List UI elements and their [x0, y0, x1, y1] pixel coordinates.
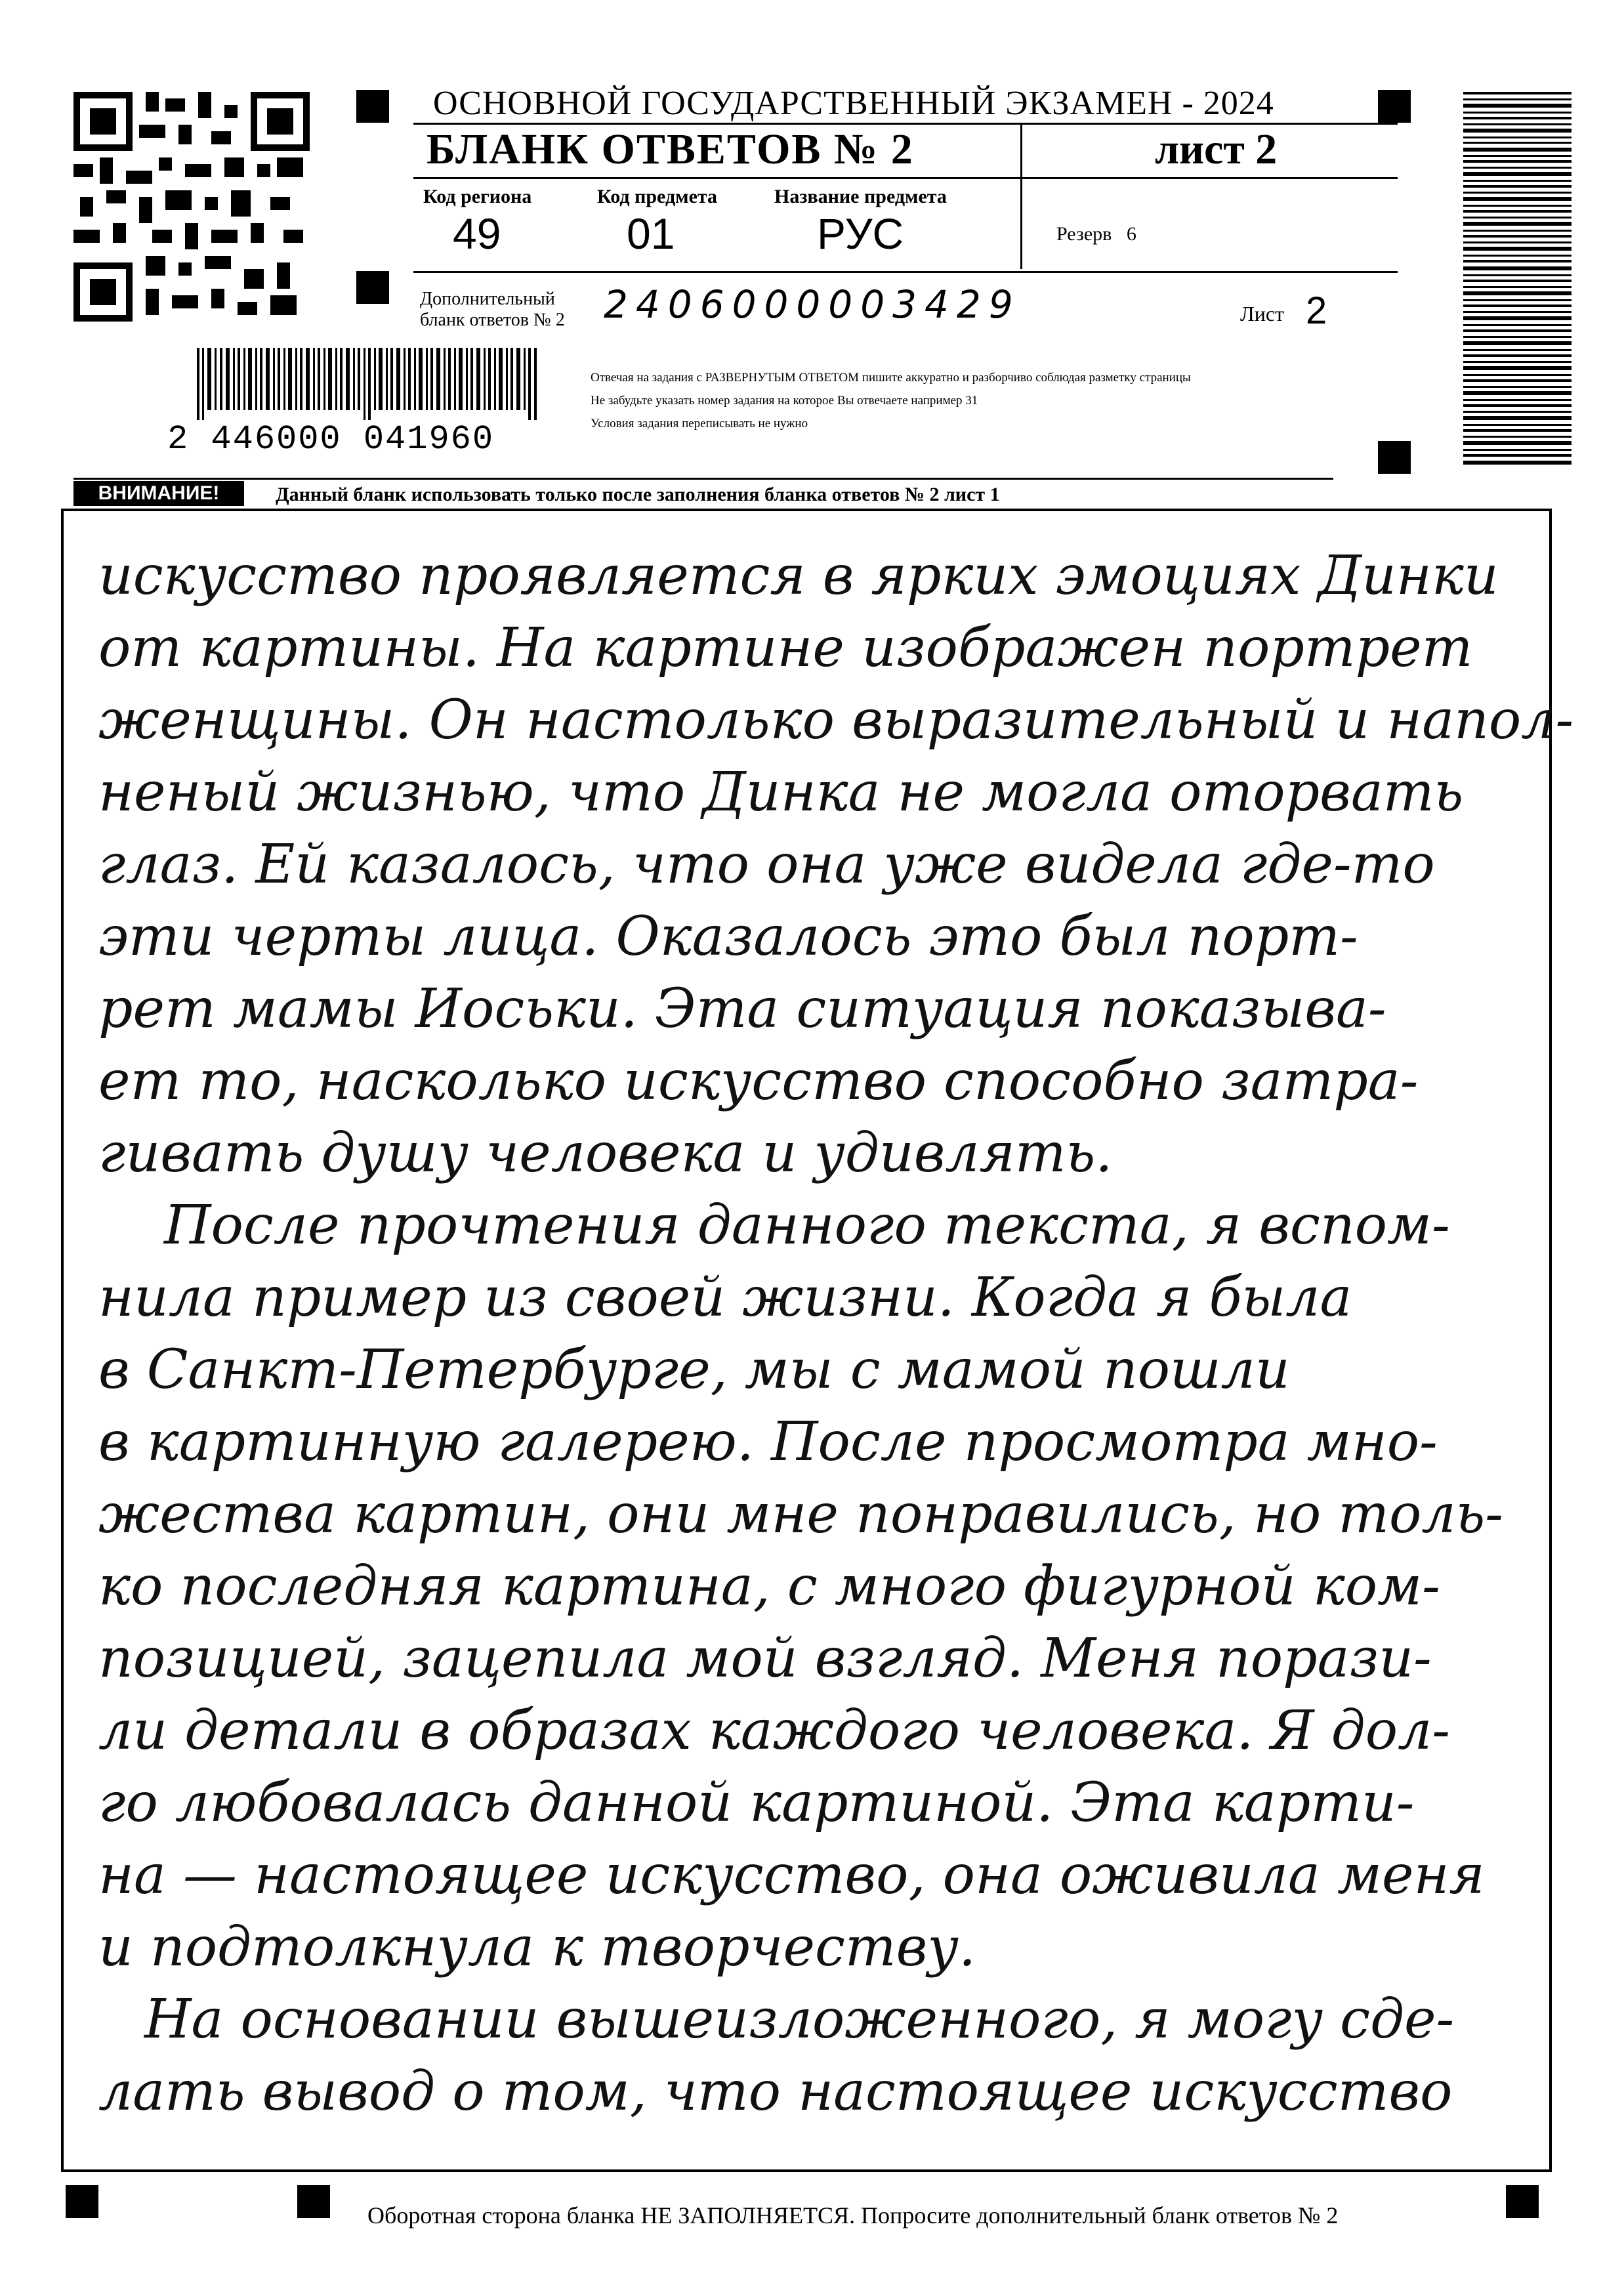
alignment-marker-bottom-3	[1506, 2185, 1539, 2218]
list-label: Лист	[1240, 302, 1285, 325]
instruction-line-3: Условия задания переписывать не нужно	[591, 417, 808, 430]
reserve-field	[1056, 223, 1136, 245]
instruction-line-1: Отвечая на задания с РАЗВЕРНУТЫМ ОТВЕТОМ пишите аккуратно и разборчиво соблюдая разметку страницы	[591, 371, 1191, 385]
subject-code-value: 01	[627, 209, 675, 258]
sheet-label: лист 2	[1155, 125, 1278, 173]
warning-badge: ВНИМАНИЕ!	[73, 481, 244, 506]
answer-line: позицией, зацепила мой взгляд. Меня порази-	[98, 1627, 1432, 1690]
alignment-marker-bottom-1	[66, 2185, 98, 2218]
alignment-marker-mid-right	[1378, 441, 1411, 474]
answer-line: и подтолкнула к творчеству.	[98, 1916, 976, 1978]
warning-text: Данный бланк использовать только после заполнения бланка ответов № 2 лист 1	[276, 484, 1000, 505]
exam-title: ОСНОВНОЙ ГОСУДАРСТВЕННЫЙ ЭКЗАМЕН - 2024	[433, 85, 1274, 122]
footer-note: Оборотная сторона бланка НЕ ЗАПОЛНЯЕТСЯ. Попросите дополнительный бланк ответов № 2	[367, 2202, 1339, 2229]
additional-form-label	[420, 289, 565, 331]
header-divider	[1020, 125, 1022, 269]
header-rule-bottom	[413, 271, 1398, 273]
answer-line: ко последняя картина, с много фигурной ком-	[98, 1555, 1440, 1618]
answer-line: на — настоящее искусство, она оживила меня	[98, 1844, 1485, 1906]
answer-line: После прочтения данного текста, я вспом-	[164, 1194, 1450, 1257]
warning-rule	[73, 478, 1333, 480]
barcode-digits: 2 446000 041960	[167, 420, 495, 459]
answer-line: в Санкт-Петербурге, мы с мамой пошли	[98, 1339, 1290, 1401]
side-barcode	[1463, 92, 1572, 466]
region-code-label: Код региона	[423, 186, 532, 207]
qr-code	[73, 92, 310, 322]
answer-line: искусство проявляется в ярких эмоциях Динки	[98, 545, 1499, 607]
answer-line: рет мамы Иоськи. Эта ситуация показыва-	[98, 978, 1386, 1040]
alignment-marker-mid-left	[356, 271, 389, 304]
answer-line: го любовалась данной картиной. Эта карти-	[98, 1772, 1415, 1834]
answer-line: нила пример из своей жизни. Когда я была	[98, 1266, 1352, 1329]
answer-line: эти черты лица. Оказалось это был порт-	[98, 906, 1358, 968]
form-barcode	[197, 348, 538, 420]
reserve-value: 6	[1126, 223, 1136, 245]
alignment-marker-top-right	[1378, 90, 1411, 123]
additional-form-label-line2: бланк ответов № 2	[420, 310, 565, 330]
list-value: 2	[1306, 289, 1327, 332]
answer-line: ет то, насколько искусство способно затра-	[98, 1050, 1419, 1112]
form-title: БЛАНК ОТВЕТОВ № 2	[427, 125, 914, 173]
answer-line: лать вывод о том, что настоящее искусство	[98, 2061, 1453, 2123]
alignment-marker-bottom-2	[297, 2185, 330, 2218]
answer-line: гивать душу человека и удивлять.	[98, 1122, 1113, 1184]
answer-line: неный жизнью, что Динка не могла оторвать	[98, 761, 1464, 824]
alignment-marker-top-left	[356, 90, 389, 123]
subject-name-value: РУС	[817, 209, 904, 258]
answer-line: жества картин, они мне понравились, но толь-	[98, 1483, 1503, 1545]
header-rule-mid	[413, 177, 1398, 179]
instruction-line-2: Не забудьте указать номер задания на которое Вы отвечаете например 31	[591, 394, 978, 408]
answer-line: от картины. На картине изображен портрет	[98, 617, 1473, 679]
region-code-value: 49	[453, 209, 501, 258]
additional-form-number: 2406000003429	[604, 282, 1021, 327]
answer-line: ли детали в образах каждого человека. Я дол-	[98, 1700, 1451, 1762]
answer-line: На основании вышеизложенного, я могу сде-	[144, 1988, 1455, 2051]
answer-line: женщины. Он настолько выразительный и напол-	[98, 689, 1574, 751]
reserve-label: Резерв	[1056, 223, 1112, 245]
answer-line: в картинную галерею. После просмотра мно-	[98, 1411, 1438, 1473]
subject-name-label: Название предмета	[774, 186, 947, 207]
answer-line: глаз. Ей казалось, что она уже видела где-то	[98, 833, 1435, 896]
additional-form-label-line1: Дополнительный	[420, 289, 555, 309]
subject-code-label: Код предмета	[597, 186, 717, 207]
